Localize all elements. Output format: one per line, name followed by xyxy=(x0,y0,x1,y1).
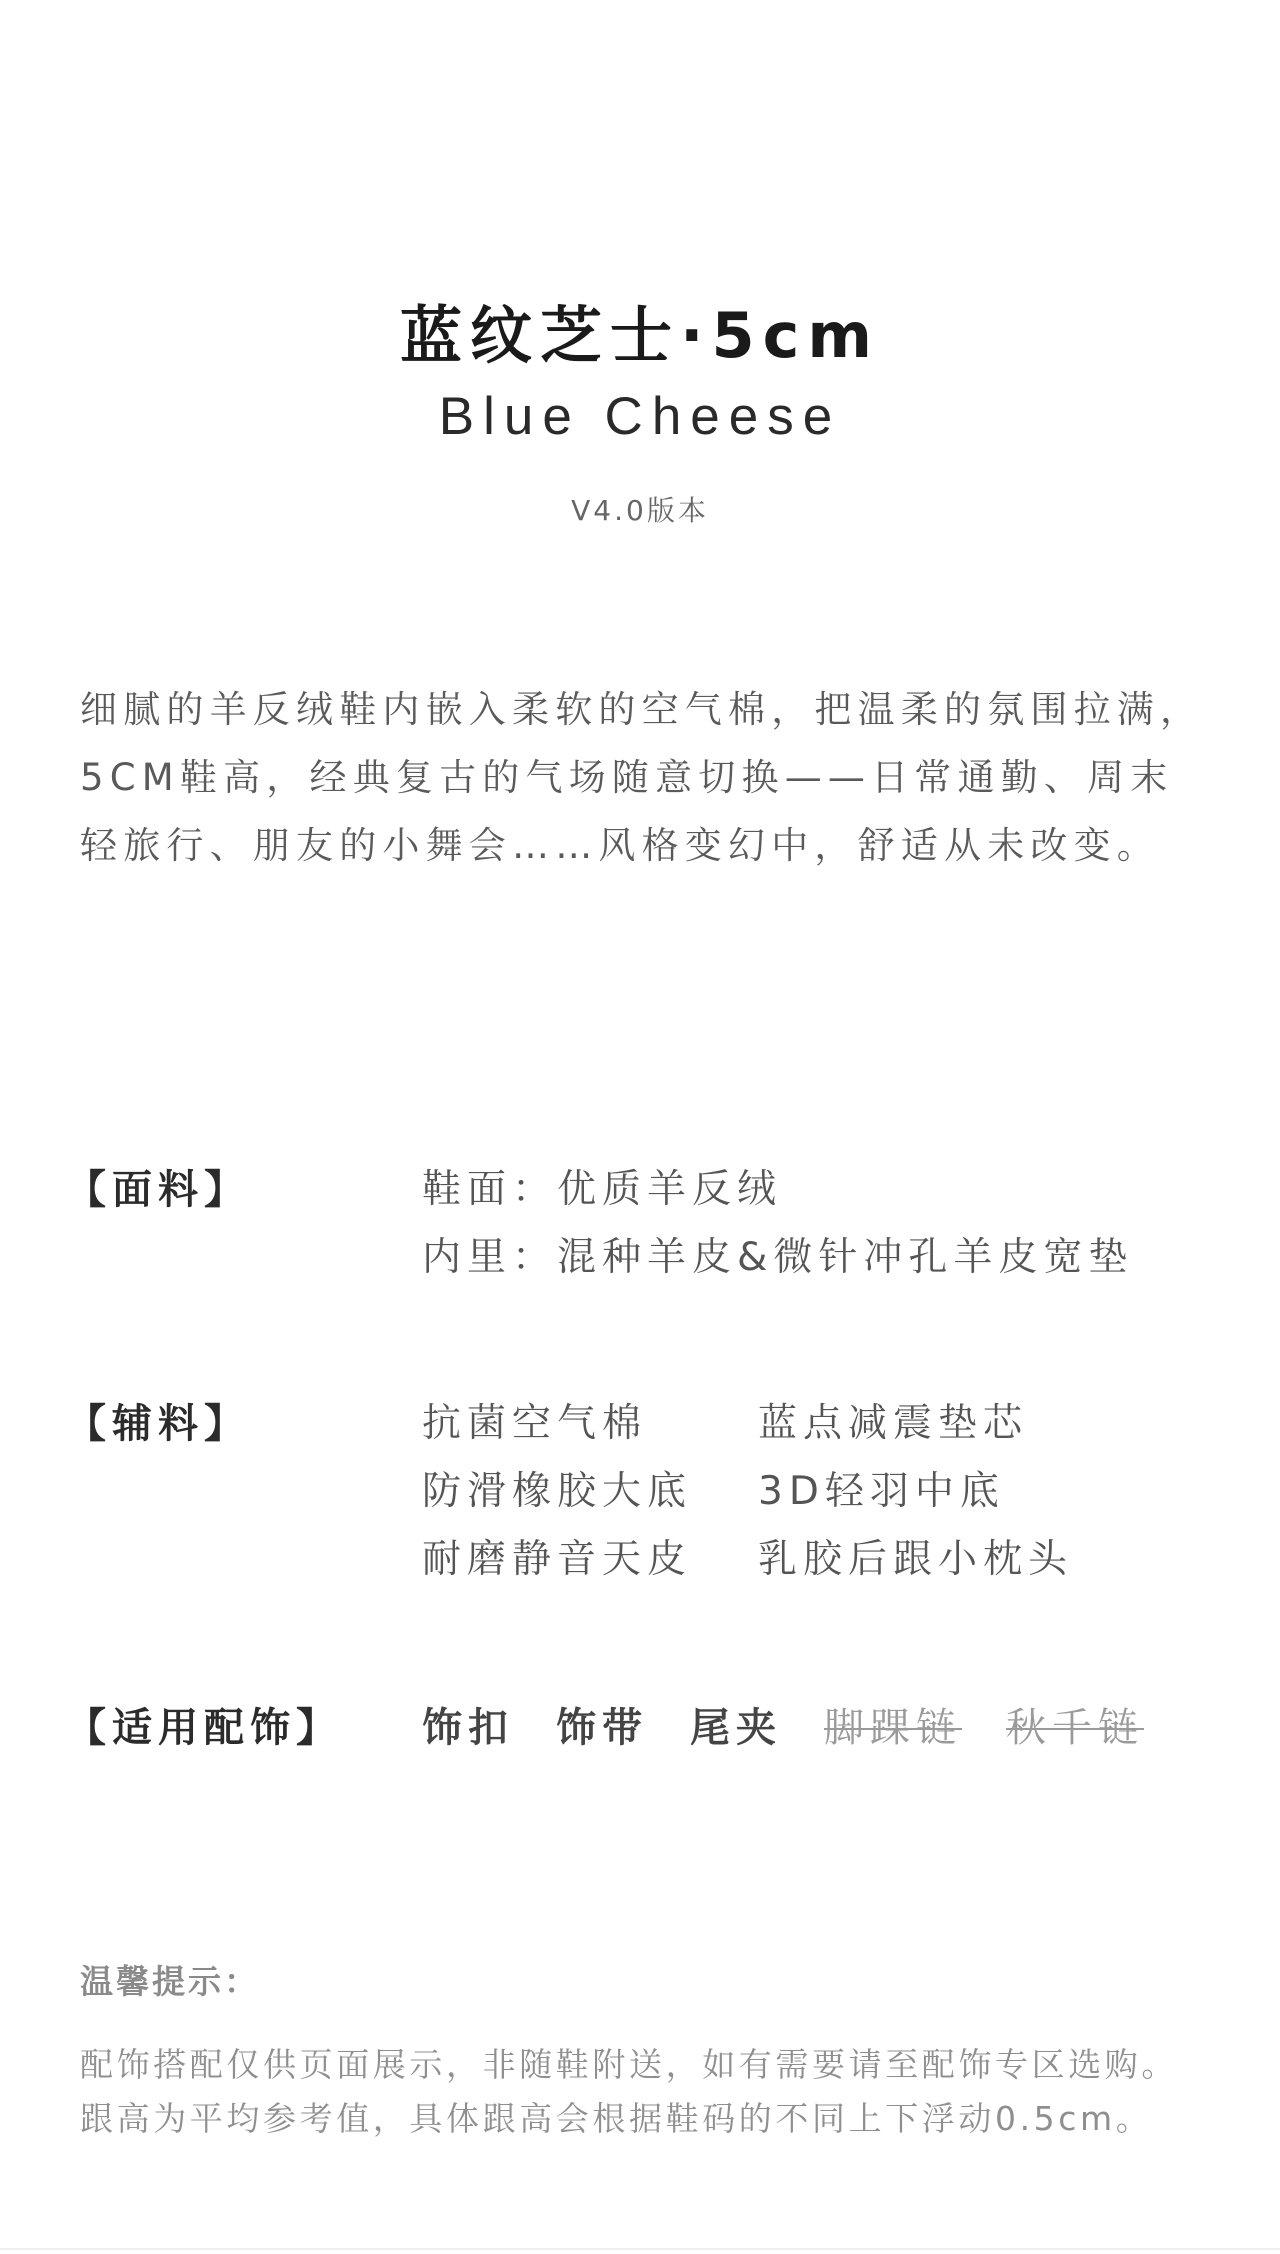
material-label: 【面料】 xyxy=(66,1167,250,1213)
tip-line: 跟高为平均参考值，具体跟高会根据鞋码的不同上下浮动0.5cm。 xyxy=(80,2099,1153,2138)
accessory-item-buckle: 饰扣 xyxy=(422,1705,514,1751)
material-upper: 鞋面：优质羊反绒 xyxy=(422,1167,783,1212)
auxiliary-item: 耐磨静音天皮 xyxy=(422,1537,693,1582)
tip-line: 配饰搭配仅供页面展示，非随鞋附送，如有需要请至配饰专区选购。 xyxy=(80,2045,1178,2084)
product-description: 细腻的羊反绒鞋内嵌入柔软的空气棉，把温柔的氛围拉满，5CM鞋高，经典复古的气场随意切换——日常通勤、周末轻旅行、朋友的小舞会……风格变幻中，舒适从未改变。 xyxy=(80,688,1204,867)
auxiliary-item: 抗菌空气棉 xyxy=(422,1401,648,1446)
accessory-item-ankle-chain: 脚踝链 xyxy=(824,1705,962,1751)
auxiliary-label: 【辅料】 xyxy=(66,1401,250,1447)
bottom-divider xyxy=(0,2248,1280,2250)
accessory-item-swing-chain: 秋千链 xyxy=(1006,1705,1144,1751)
material-lining: 内里：混种羊皮&微针冲孔羊皮宽垫 xyxy=(422,1235,1134,1280)
version-label: V4.0版本 xyxy=(571,494,709,527)
tips-title: 温馨提示： xyxy=(80,1962,260,2001)
product-title: 蓝纹芝士·5cm xyxy=(399,299,881,372)
accessory-item-tail-clip: 尾夹 xyxy=(690,1705,782,1751)
accessory-item-strap: 饰带 xyxy=(556,1705,648,1751)
auxiliary-item: 防滑橡胶大底 xyxy=(422,1469,693,1514)
accessories-label: 【适用配饰】 xyxy=(66,1705,342,1751)
auxiliary-item: 蓝点减震垫芯 xyxy=(758,1401,1029,1446)
auxiliary-item: 乳胶后跟小枕头 xyxy=(758,1537,1074,1582)
auxiliary-item: 3D轻羽中底 xyxy=(758,1469,1005,1514)
product-english-name: Blue Cheese xyxy=(438,387,842,446)
